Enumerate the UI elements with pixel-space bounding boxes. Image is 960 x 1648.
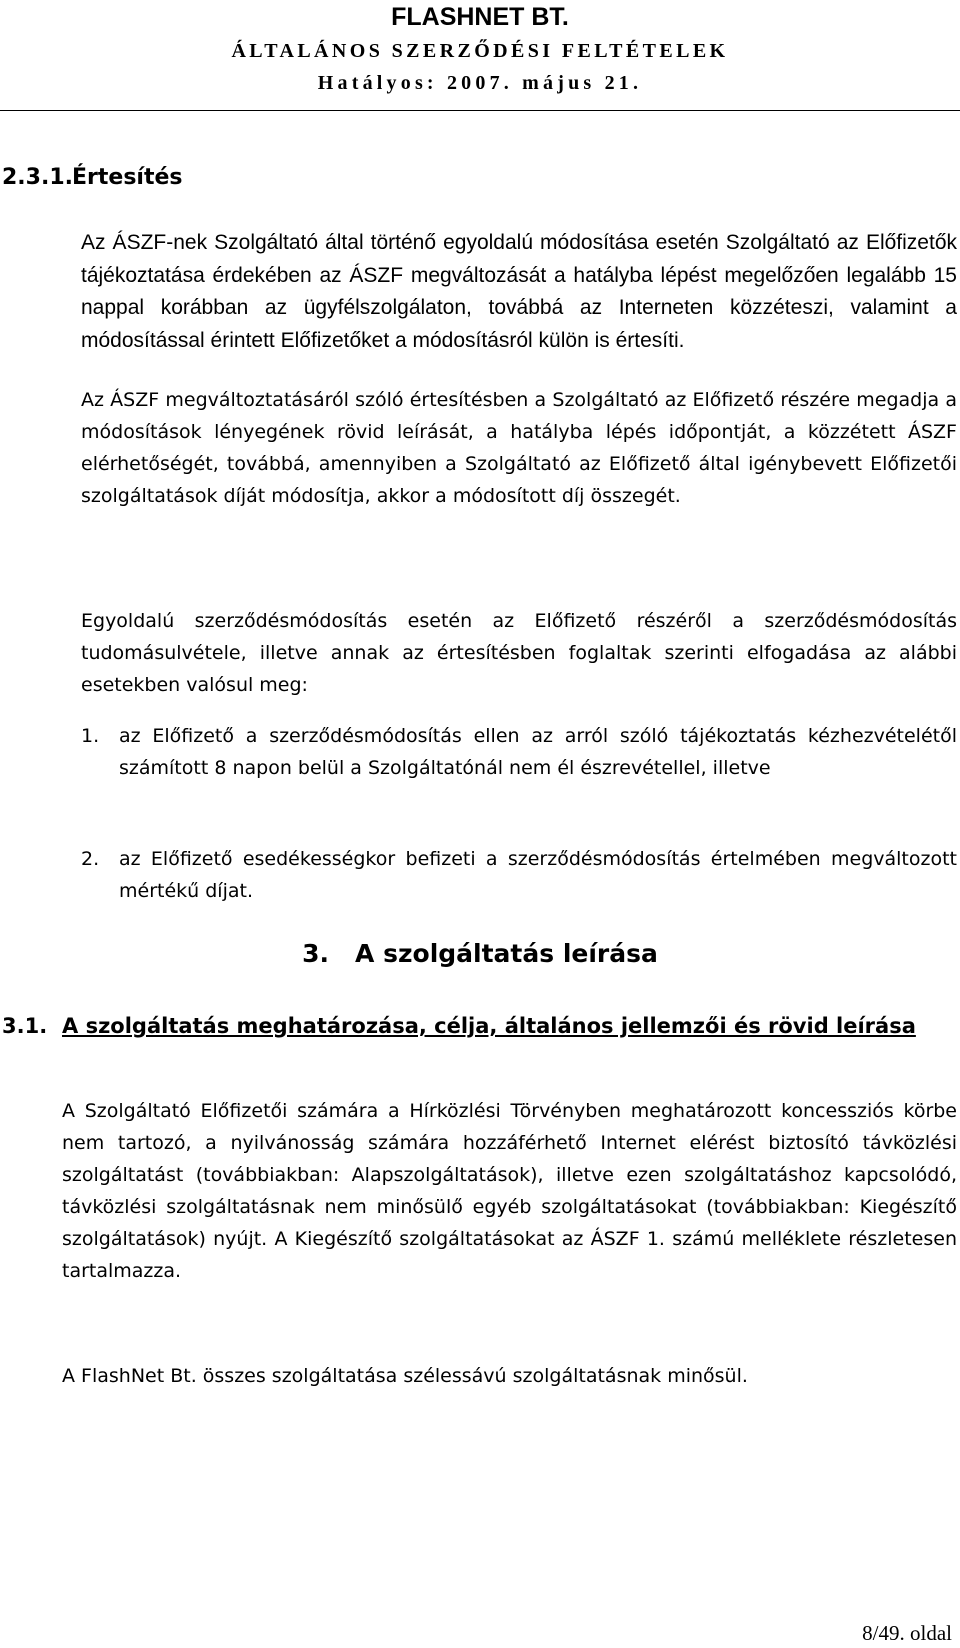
document-title: ÁLTALÁNOS SZERZŐDÉSI FELTÉTELEK <box>231 40 729 62</box>
effective-date: Hatályos: 2007. május 21. <box>317 72 643 94</box>
paragraph-notification-1: Az ÁSZF-nek Szolgáltató által történő egyoldalú módosítása esetén Szolgáltató az Előfizetők tájékoztatása érdekében az ÁSZF megváltozását a hatályba lépést megelőzően legalább 15 nappal korábban az ügyfélszolgálaton, továbbá az Interneten közzéteszi, valamint a módosítással érintett Előfizetőket a módosításról külön is értesíti. <box>81 231 957 352</box>
paragraph-notification-2: Az ÁSZF megváltoztatásáról szóló értesítésben a Szolgáltató az Előfizető részére megadja a módosítások lényegének rövid leírását, a hatályba lépés időpontját, a közzétett ÁSZF elérhetőségét, továbbá, amennyiben a Szolgáltató az Előfizető által igénybevett Előfizetői szolgáltatások díját módosítja, akkor a módosított díj összegét. <box>81 389 957 507</box>
section-title: A szolgáltatás meghatározása, célja, általános jellemzői és rövid leírása <box>62 1014 916 1038</box>
header-divider <box>0 110 960 111</box>
paragraph-notification-3: Egyoldalú szerződésmódosítás esetén az Előfizető részéről a szerződésmódosítás tudomásulvétele, illetve annak az értesítésben foglaltak szerinti elfogadása az alábbi esetekben valósul meg: <box>81 610 957 696</box>
paragraph-service-description: A Szolgáltató Előfizetői számára a Hírközlési Törvényben meghatározott koncessziós körbe nem tartozó, a nyilvánosság számára hozzáférhető Internet elérést biztosító távközlési szolgáltatást (továbbiakban: Alapszolgáltatások), illetve ezen szolgáltatáshoz kapcsolódó, távközlési szolgáltatásnak nem minősülő egyéb szolgáltatásokat (továbbiakban: Kiegészítő szolgáltatások) nyújt. A Kiegészítő szolgáltatásokat az ÁSZF 1. számú melléklete részletesen tartalmazza. <box>62 1100 957 1282</box>
chapter-title: A szolgáltatás leírása <box>355 939 658 968</box>
list-item-number: 1. <box>81 725 100 747</box>
section-number: 2.3.1. <box>2 165 73 190</box>
section-heading-2-3-1 <box>2 164 182 192</box>
section-title: Értesítés <box>72 165 183 190</box>
list-item <box>81 843 957 907</box>
paragraph-broadband: A FlashNet Bt. összes szolgáltatása szélessávú szolgáltatásnak minősül. <box>62 1365 748 1387</box>
chapter-number: 3. <box>302 939 330 968</box>
company-name: FLASHNET BT. <box>391 3 569 31</box>
chapter-heading-3 <box>0 937 960 971</box>
list-item-text: az Előfizető a szerződésmódosítás ellen az arról szóló tájékoztatás kézhezvételétől számított 8 napon belül a Szolgáltatónál nem él észrevétellel, illetve <box>119 725 957 779</box>
section-heading-3-1 <box>2 1010 957 1042</box>
section-number: 3.1. <box>2 1014 48 1038</box>
list-item <box>81 720 957 784</box>
list-item-text: az Előfizető esedékességkor befizeti a szerződésmódosítás értelmében megváltozott mértékű díjat. <box>119 848 957 902</box>
page-number: 8/49. oldal <box>862 1621 952 1645</box>
list-item-number: 2. <box>81 848 100 870</box>
